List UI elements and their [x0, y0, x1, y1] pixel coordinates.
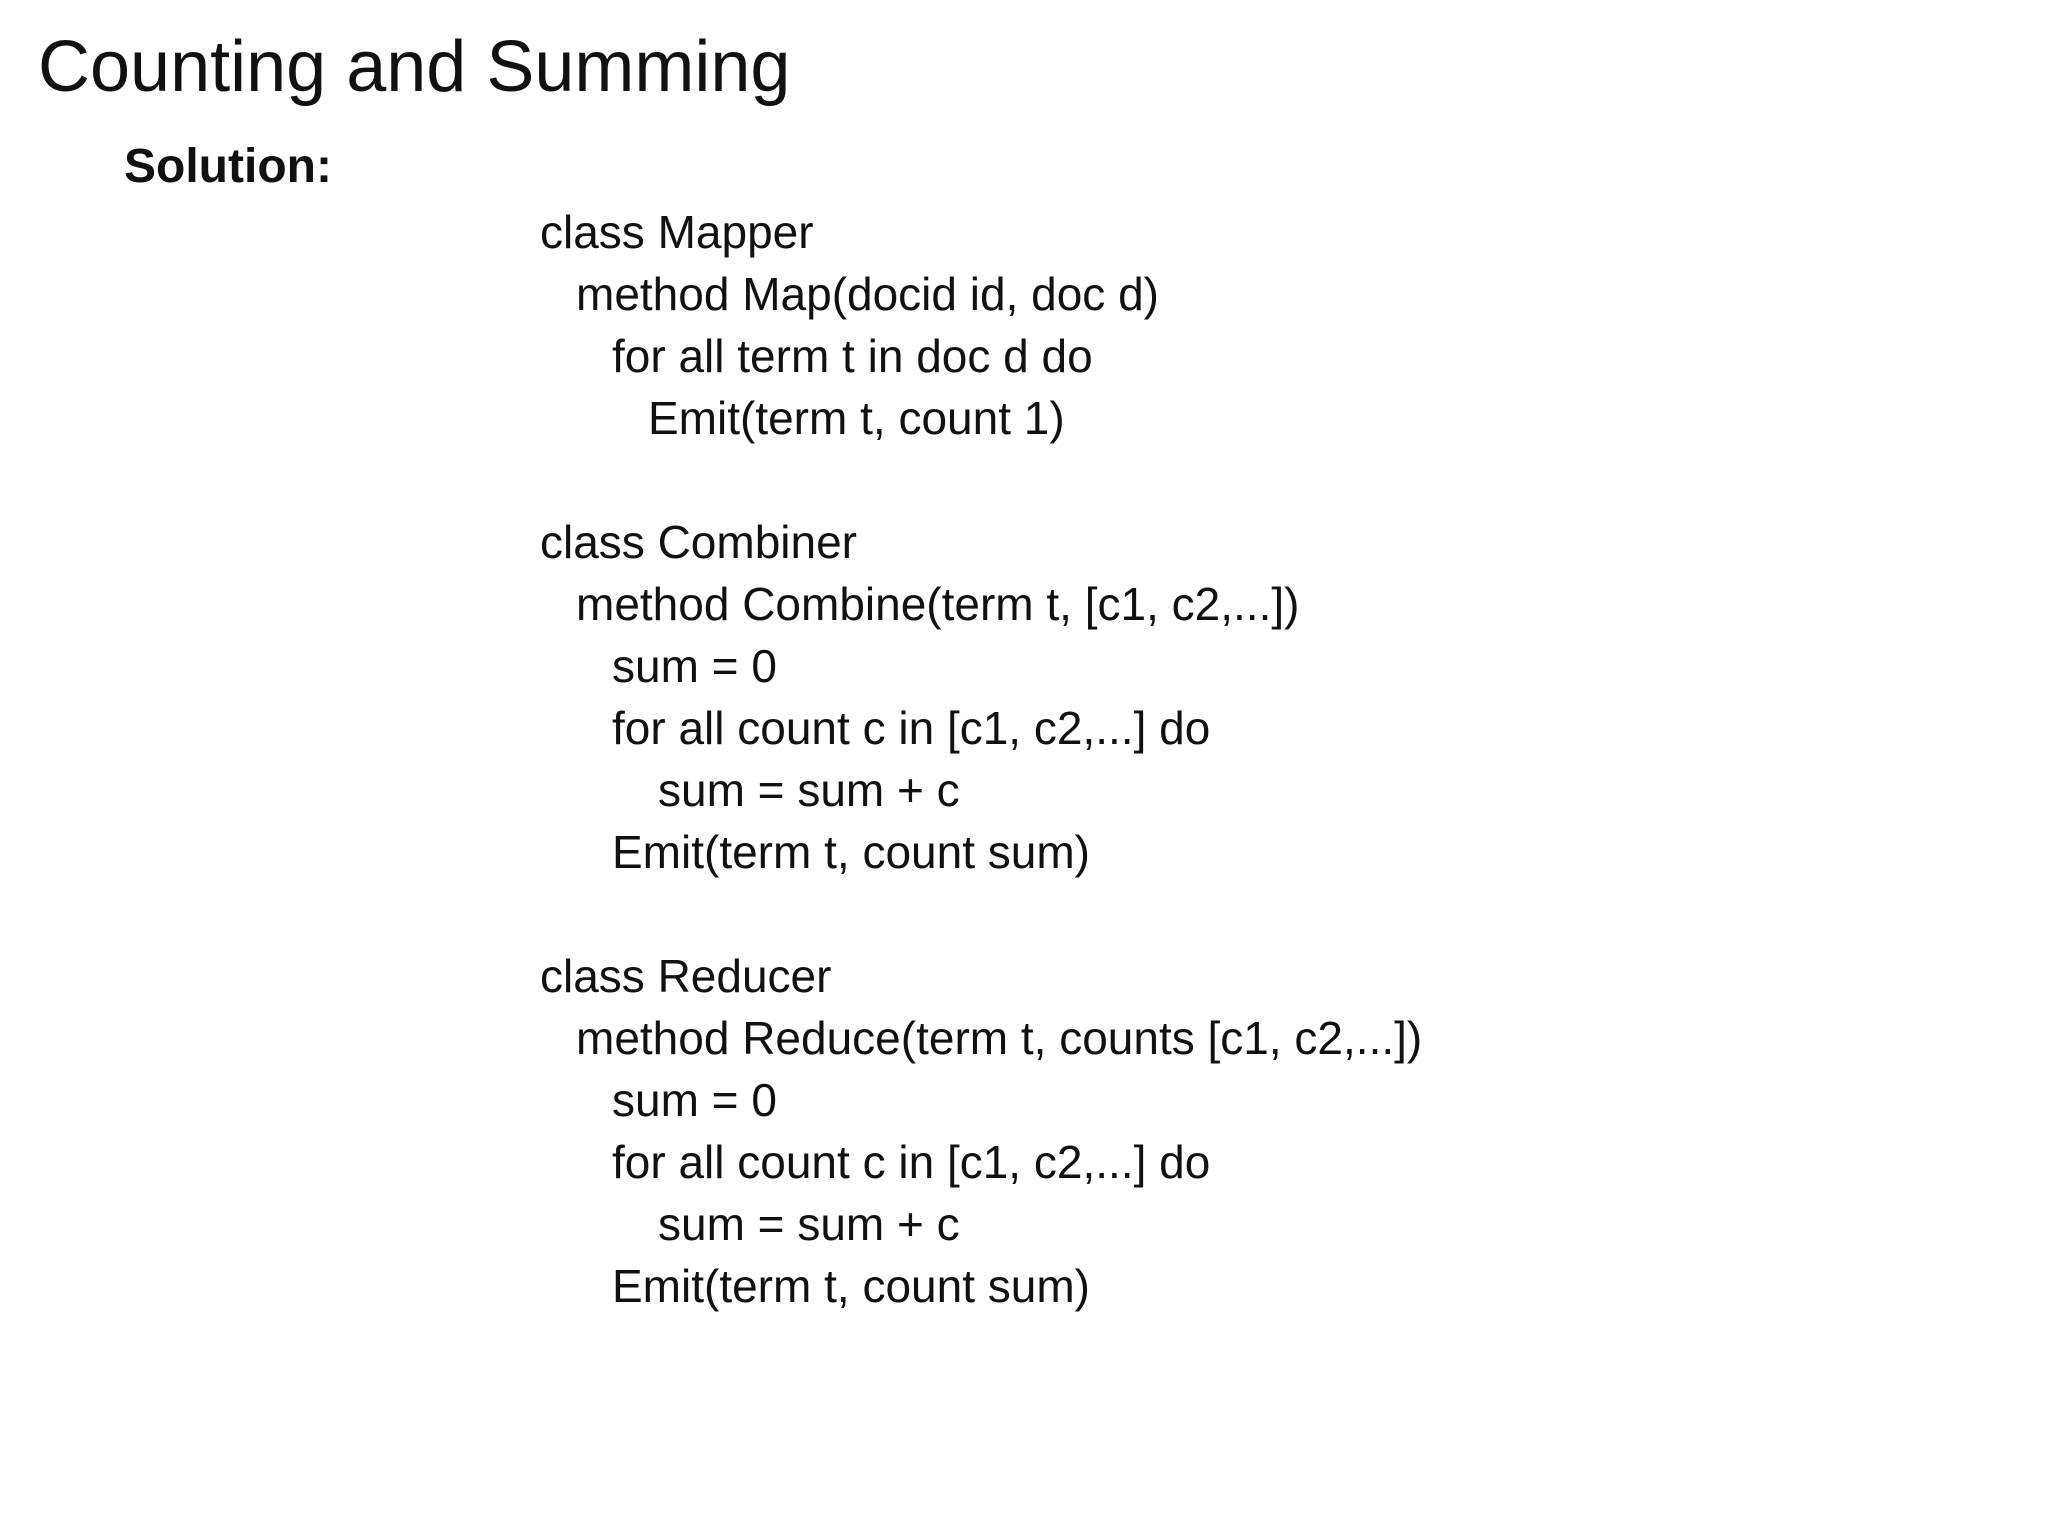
reducer-loop-line: for all count c in [c1, c2,...] do [612, 1136, 1211, 1188]
mapper-class-line: class Mapper [540, 206, 814, 258]
combiner-loop-line: for all count c in [c1, c2,...] do [612, 702, 1211, 754]
mapper-emit-line: Emit(term t, count 1) [648, 392, 1065, 444]
combiner-init-line: sum = 0 [612, 640, 777, 692]
reducer-init-line: sum = 0 [612, 1074, 777, 1126]
reducer-emit-line: Emit(term t, count sum) [612, 1260, 1090, 1312]
combiner-emit-line: Emit(term t, count sum) [612, 826, 1090, 878]
reducer-method-line: method Reduce(term t, counts [c1, c2,...]) [576, 1012, 1423, 1064]
combiner-method-line: method Combine(term t, [c1, c2,...]) [576, 578, 1300, 630]
mapper-loop-line: for all term t in doc d do [612, 330, 1093, 382]
reducer-class-line: class Reducer [540, 950, 832, 1002]
slide-title: Counting and Summing [38, 27, 791, 107]
reducer-sum-line: sum = sum + c [658, 1198, 960, 1250]
solution-label: Solution: [124, 140, 332, 193]
pseudocode-block [540, 0, 1940, 1536]
combiner-sum-line: sum = sum + c [658, 764, 960, 816]
mapper-method-line: method Map(docid id, doc d) [576, 268, 1159, 320]
combiner-class-line: class Combiner [540, 516, 857, 568]
